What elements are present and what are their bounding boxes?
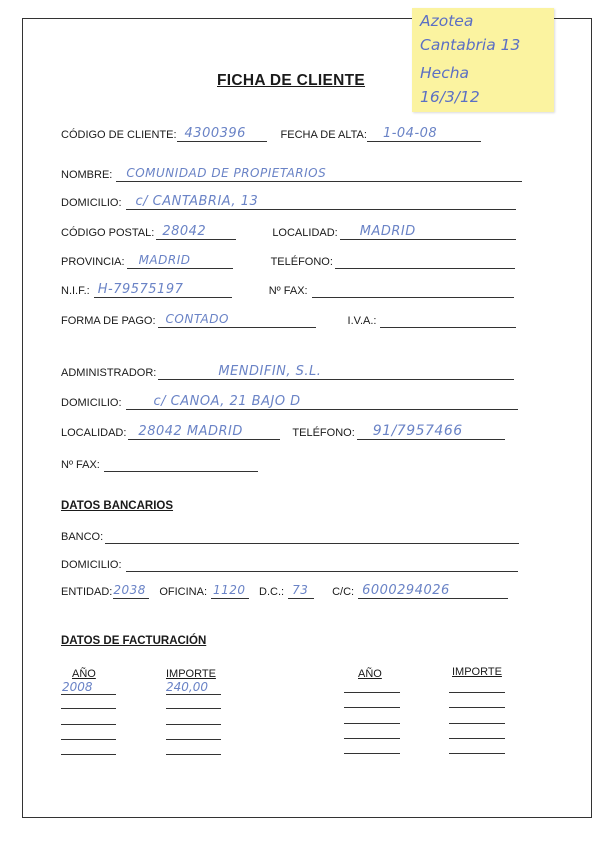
billing-line[interactable] — [344, 707, 400, 708]
nombre-value: COMUNIDAD DE PROPIETARIOS — [126, 166, 327, 180]
oficina-field[interactable] — [211, 581, 249, 599]
fecha-alta-value: 1-04-08 — [382, 126, 438, 141]
billing-year-value: 2008 — [62, 680, 93, 694]
iva-label: I.V.A.: — [347, 315, 377, 327]
dc-value: 73 — [292, 583, 309, 597]
billing-line[interactable] — [61, 754, 116, 755]
domicilio-label: DOMICILIO: — [61, 197, 122, 209]
billing-line[interactable] — [61, 724, 116, 725]
banco-label: BANCO: — [61, 531, 104, 543]
datos-bancarios-heading: DATOS BANCARIOS — [61, 500, 174, 512]
administrador-label: ADMINISTRADOR: — [61, 367, 157, 379]
forma-pago-value: CONTADO — [165, 312, 229, 326]
admin-telefono-field[interactable] — [357, 422, 505, 440]
fecha-alta-field[interactable] — [367, 124, 481, 142]
bank-domicilio-label: DOMICILIO: — [61, 559, 122, 571]
forma-pago-row — [61, 310, 516, 328]
administrador-field[interactable] — [158, 362, 514, 380]
col-amount-header-right: IMPORTE — [452, 666, 502, 678]
codigo-postal-value: 28042 — [162, 224, 207, 239]
administrador-value: MENDIFIN, S.L. — [218, 364, 322, 379]
sticky-note-line: Cantabria 13 — [420, 36, 521, 54]
administrador-row — [61, 362, 514, 380]
billing-line[interactable] — [166, 754, 221, 755]
provincia-value: MADRID — [138, 253, 191, 267]
domicilio-value: c/ CANTABRIA, 13 — [135, 194, 259, 209]
nombre-field[interactable] — [116, 164, 522, 182]
admin-domicilio-field[interactable] — [126, 392, 518, 410]
admin-localidad-label: LOCALIDAD: — [61, 427, 127, 439]
billing-amount-value: 240,00 — [166, 680, 208, 694]
forma-pago-label: FORMA DE PAGO: — [61, 315, 156, 327]
nombre-label: NOMBRE: — [61, 169, 113, 181]
billing-line[interactable] — [449, 707, 505, 708]
admin-fax-label: Nº FAX: — [61, 459, 100, 471]
forma-pago-field[interactable] — [158, 310, 316, 328]
fax-label: Nº FAX: — [268, 285, 308, 297]
telefono-label: TELÉFONO: — [270, 256, 333, 268]
domicilio-field[interactable] — [126, 192, 516, 210]
nif-value: H-79575197 — [97, 282, 184, 297]
billing-line[interactable] — [449, 753, 505, 754]
codigo-cliente-row — [61, 124, 481, 142]
codigo-postal-row — [61, 222, 516, 240]
billing-line[interactable] — [61, 708, 116, 709]
sticky-note-line: Azotea — [420, 12, 474, 30]
domicilio-row — [61, 192, 516, 210]
localidad-value: MADRID — [359, 224, 416, 239]
col-amount-header-left: IMPORTE — [166, 668, 216, 680]
entidad-label: ENTIDAD: — [61, 586, 113, 598]
dc-field[interactable] — [288, 581, 314, 599]
banco-row — [61, 526, 519, 544]
cc-field[interactable] — [358, 581, 508, 599]
nif-label: N.I.F.: — [61, 285, 90, 297]
sticky-note — [412, 8, 554, 112]
provincia-label: PROVINCIA: — [61, 256, 125, 268]
admin-domicilio-value: c/ CANOA, 21 BAJO D — [153, 394, 301, 409]
admin-domicilio-row — [61, 392, 518, 410]
codigo-cliente-value: 4300396 — [184, 126, 246, 141]
sticky-note-line: 16/3/12 — [420, 88, 480, 106]
billing-line[interactable] — [166, 739, 221, 740]
entidad-field[interactable] — [113, 581, 149, 599]
admin-localidad-row — [61, 422, 505, 440]
billing-line[interactable] — [344, 692, 400, 693]
sticky-note-line: Hecha — [420, 64, 470, 82]
admin-localidad-field[interactable] — [128, 422, 280, 440]
admin-fax-row — [61, 454, 258, 472]
bank-domicilio-field[interactable] — [126, 554, 518, 572]
provincia-row — [61, 251, 515, 269]
codigo-postal-field[interactable] — [156, 222, 236, 240]
billing-line[interactable] — [344, 723, 400, 724]
billing-line[interactable] — [166, 708, 221, 709]
localidad-label: LOCALIDAD: — [272, 227, 338, 239]
billing-line[interactable] — [449, 692, 505, 693]
billing-line[interactable] — [166, 724, 221, 725]
dc-label: D.C.: — [259, 586, 285, 598]
provincia-field[interactable] — [127, 251, 233, 269]
cc-value: 6000294026 — [362, 583, 450, 598]
admin-fax-field[interactable] — [104, 454, 258, 472]
admin-localidad-value: 28042 MADRID — [138, 424, 243, 439]
codigo-cliente-field[interactable] — [177, 124, 267, 142]
bank-domicilio-row — [61, 554, 518, 572]
oficina-label: OFICINA: — [159, 586, 208, 598]
billing-line[interactable] — [449, 738, 505, 739]
codigo-cliente-label: CÓDIGO DE CLIENTE: — [61, 129, 177, 141]
entidad-value: 2038 — [113, 583, 146, 597]
admin-telefono-value: 91/7957466 — [372, 423, 463, 439]
billing-line[interactable] — [61, 694, 116, 695]
datos-facturacion-heading: DATOS DE FACTURACIÓN — [61, 635, 207, 647]
fecha-alta-label: FECHA DE ALTA: — [280, 129, 367, 141]
nif-row — [61, 280, 514, 298]
codigo-postal-label: CÓDIGO POSTAL: — [61, 227, 155, 239]
admin-domicilio-label: DOMICILIO: — [61, 397, 122, 409]
admin-telefono-label: TELÉFONO: — [292, 427, 355, 439]
iva-field[interactable] — [380, 310, 516, 328]
billing-line[interactable] — [61, 739, 116, 740]
col-year-header-left: AÑO — [72, 668, 96, 680]
billing-line[interactable] — [344, 753, 400, 754]
banco-field[interactable] — [105, 526, 519, 544]
oficina-value: 1120 — [213, 583, 246, 597]
localidad-field[interactable] — [340, 222, 516, 240]
cc-label: C/C: — [332, 586, 355, 598]
billing-line[interactable] — [449, 723, 505, 724]
nombre-row — [61, 164, 522, 182]
nif-field[interactable] — [94, 280, 232, 298]
cuenta-row — [61, 581, 508, 599]
fax-field[interactable] — [312, 280, 514, 298]
telefono-field[interactable] — [335, 251, 515, 269]
billing-line[interactable] — [166, 694, 221, 695]
billing-line[interactable] — [344, 738, 400, 739]
form-title: FICHA DE CLIENTE — [217, 72, 366, 89]
col-year-header-right: AÑO — [358, 668, 382, 680]
